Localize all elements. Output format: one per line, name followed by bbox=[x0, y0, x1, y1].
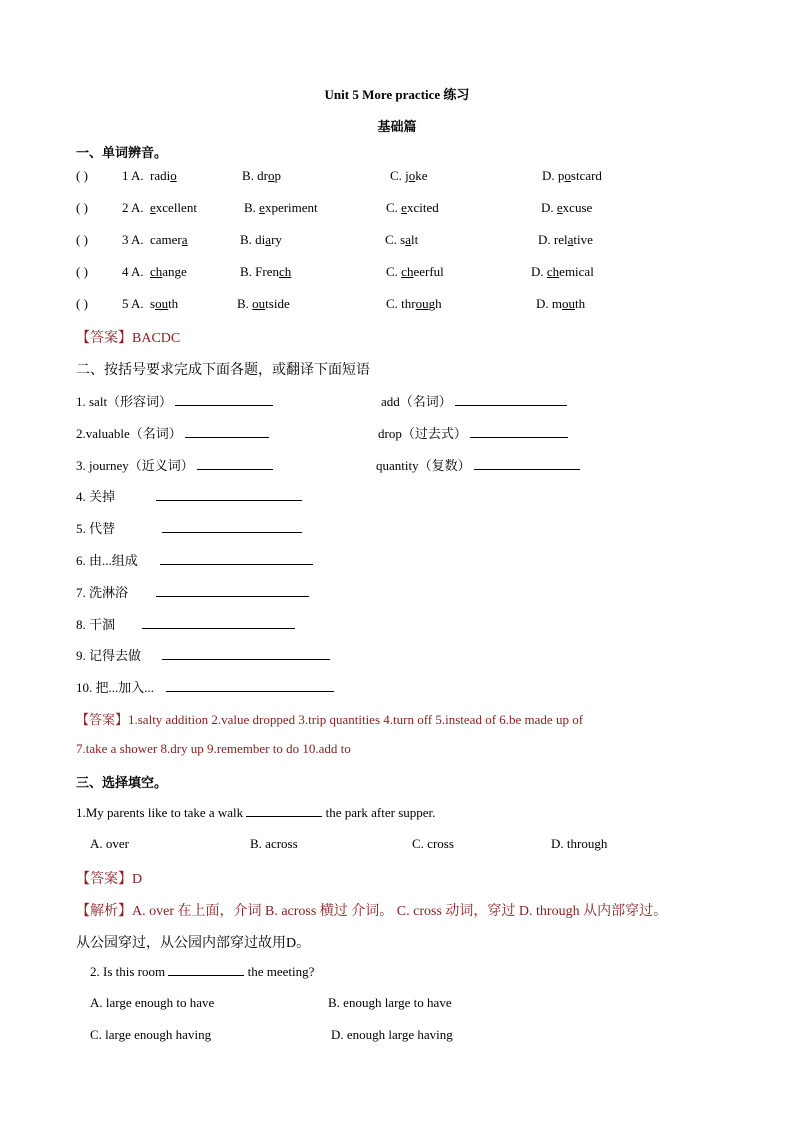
section2-heading: 二、按括号要求完成下面各题，或翻译下面短语 bbox=[76, 363, 370, 378]
s1-row-2-option-d: D. excuse bbox=[541, 200, 593, 215]
s2-item-3: 3. journey（近义词） bbox=[76, 455, 273, 474]
s1-row-5-option-b: B. outside bbox=[237, 296, 290, 311]
s1-row-1-option-d: D. postcard bbox=[542, 168, 602, 183]
s1-row-3-option-d: D. relative bbox=[538, 232, 593, 247]
s1-row-3-option-c: C. salt bbox=[385, 232, 419, 247]
s1-row-2-num: 2 A. bbox=[122, 200, 144, 215]
s1-row-2-option-b: B. experiment bbox=[244, 200, 318, 215]
s1-row-1-paren: ( ) bbox=[76, 168, 88, 183]
s1-row-5-option-d: D. mouth bbox=[536, 296, 586, 311]
q1-option-c: C. cross bbox=[412, 836, 454, 851]
s2-item-2b: drop（过去式） bbox=[378, 423, 568, 442]
s2-item-1: 1. salt（形容词） bbox=[76, 391, 273, 410]
section3-heading: 三、选择填空。 bbox=[76, 775, 168, 790]
s1-row-1-option-b: B. drop bbox=[242, 168, 281, 183]
q2-option-c: C. large enough having bbox=[90, 1027, 212, 1042]
q1-stem: 1.My parents like to take a walk the park after supper. bbox=[76, 805, 436, 820]
section2-answer-line1: 【答案】1.salty addition 2.value dropped 3.trip quantities 4.turn off 5.instead of 6.be made up of bbox=[76, 712, 584, 727]
section1-heading: 一、单词辨音。 bbox=[76, 145, 168, 160]
s2-item-3b: quantity（复数） bbox=[376, 455, 580, 474]
s2-item-2: 2.valuable（名词） bbox=[76, 423, 269, 442]
page-subtitle: 基础篇 bbox=[377, 119, 417, 134]
s2-blank-4 bbox=[156, 488, 302, 501]
q2-option-a: A. large enough to have bbox=[90, 995, 215, 1010]
s1-row-3-paren: ( ) bbox=[76, 232, 88, 247]
q2-stem: 2. Is this room the meeting? bbox=[90, 964, 315, 979]
s1-row-4-option-d: D. chemical bbox=[531, 264, 594, 279]
s2-item-5: 5. 代替 bbox=[76, 521, 116, 536]
s1-row-3-option-a: camera bbox=[150, 232, 188, 247]
section1-answer: 【答案】BACDC bbox=[76, 331, 181, 346]
s1-row-3-option-b: B. diary bbox=[240, 232, 282, 247]
s1-row-2-option-c: C. excited bbox=[386, 200, 439, 215]
s1-row-2-option-a: excellent bbox=[150, 200, 197, 215]
s1-row-1-num: 1 A. bbox=[122, 168, 144, 183]
q1-analysis-line1: 【解析】A. over 在上面，介词 B. across 横过 介词。 C. cross 动词，穿过 D. through 从内部穿过。 bbox=[76, 904, 668, 919]
s2-blank-7 bbox=[156, 584, 309, 597]
s1-row-5-option-c: C. through bbox=[386, 296, 442, 311]
q1-option-a: A. over bbox=[90, 836, 129, 851]
s2-item-7: 7. 洗淋浴 bbox=[76, 585, 129, 600]
s1-row-5-paren: ( ) bbox=[76, 296, 88, 311]
s2-item-10: 10. 把...加入... bbox=[76, 680, 155, 695]
q1-option-b: B. across bbox=[250, 836, 298, 851]
s2-blank-6 bbox=[160, 552, 313, 565]
s1-row-3-num: 3 A. bbox=[122, 232, 144, 247]
section2-answer-line2: 7.take a shower 8.dry up 9.remember to do 10.add to bbox=[76, 741, 351, 756]
s2-item-4: 4. 关掉 bbox=[76, 489, 116, 504]
q1-answer: 【答案】D bbox=[76, 872, 143, 887]
s1-row-4-option-c: C. cheerful bbox=[386, 264, 444, 279]
s1-row-4-option-a: change bbox=[150, 264, 187, 279]
page-title: Unit 5 More practice 练习 bbox=[324, 87, 470, 102]
s1-row-4-paren: ( ) bbox=[76, 264, 88, 279]
s2-blank-5 bbox=[162, 520, 302, 533]
s2-blank-9 bbox=[162, 647, 330, 660]
q2-option-d: D. enough large having bbox=[331, 1027, 453, 1042]
s1-row-5-option-a: south bbox=[150, 296, 179, 311]
s2-item-1b: add（名词） bbox=[381, 391, 567, 410]
s1-row-2-paren: ( ) bbox=[76, 200, 88, 215]
s1-row-4-option-b: B. French bbox=[240, 264, 292, 279]
s2-item-6: 6. 由...组成 bbox=[76, 553, 138, 568]
q1-option-d: D. through bbox=[551, 836, 608, 851]
s2-blank-10 bbox=[166, 679, 334, 692]
q2-option-b: B. enough large to have bbox=[328, 995, 452, 1010]
s1-row-4-num: 4 A. bbox=[122, 264, 144, 279]
q1-analysis-line2: 从公园穿过，从公园内部穿过故用D。 bbox=[76, 936, 311, 951]
s2-blank-8 bbox=[142, 616, 295, 629]
s2-item-8: 8. 干涸 bbox=[76, 617, 116, 632]
s1-row-1-option-a: radio bbox=[150, 168, 177, 183]
s2-item-9: 9. 记得去做 bbox=[76, 648, 142, 663]
s1-row-1-option-c: C. joke bbox=[390, 168, 428, 183]
s1-row-5-num: 5 A. bbox=[122, 296, 144, 311]
